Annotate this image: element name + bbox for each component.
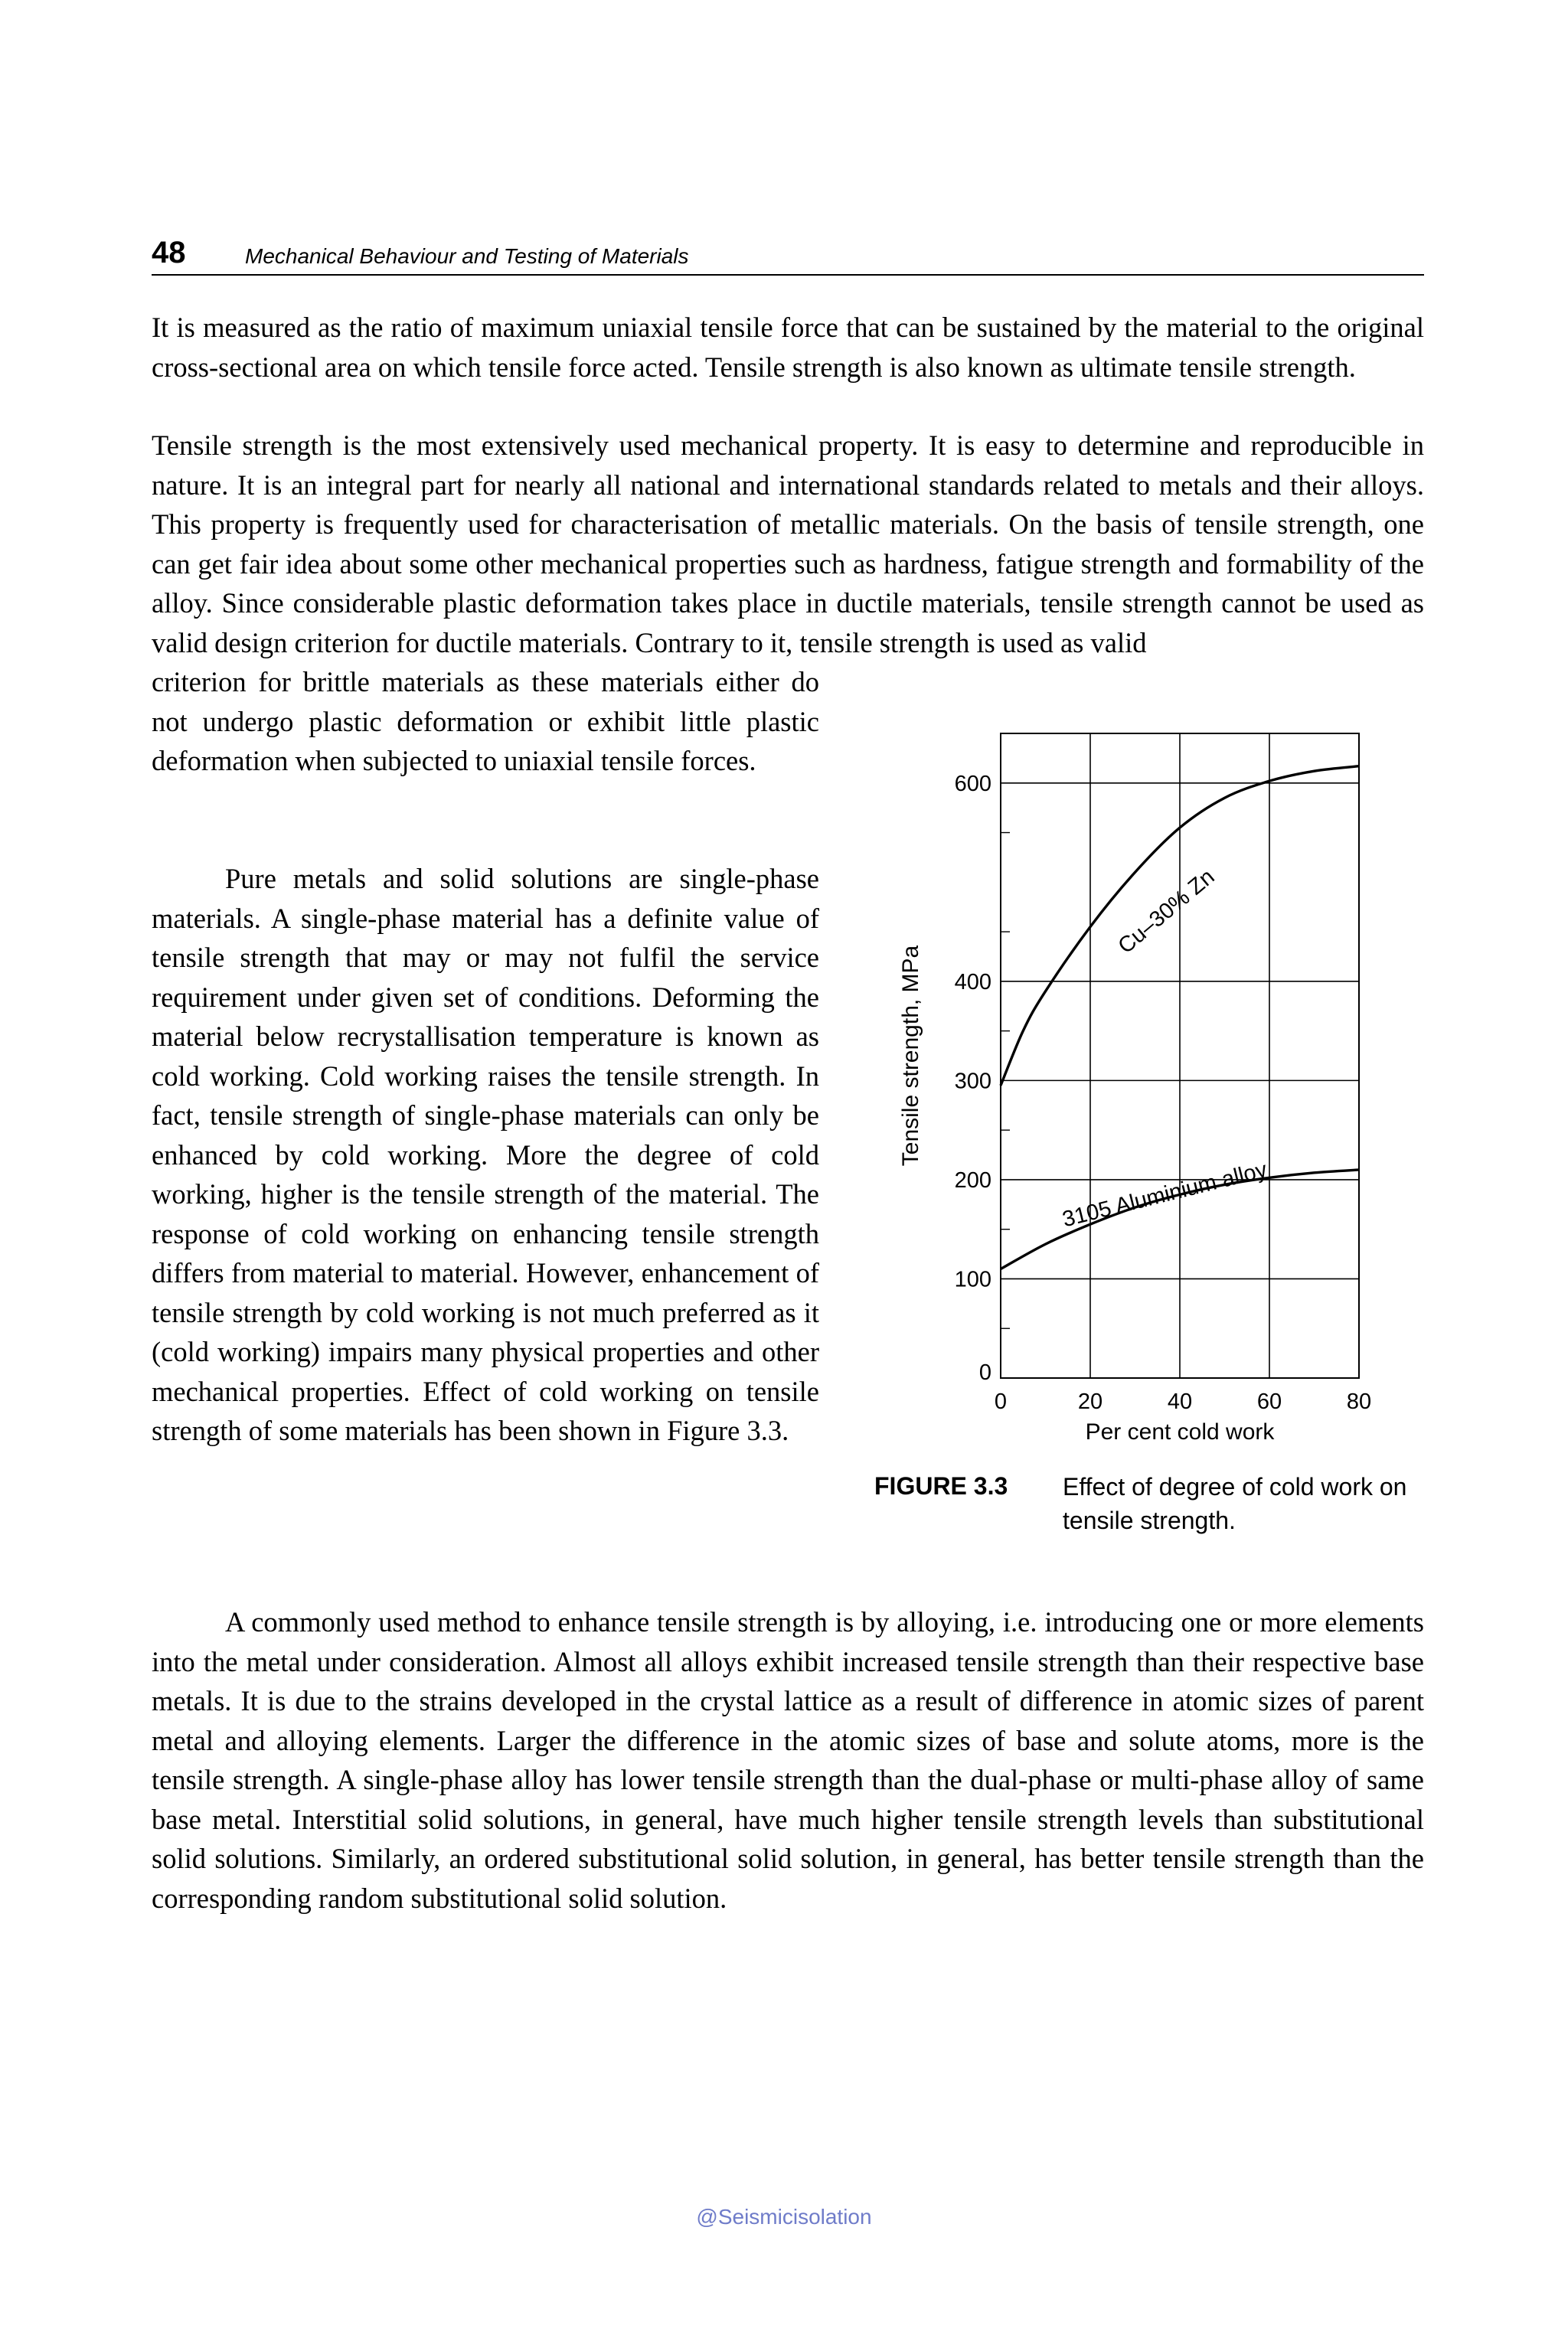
y-tick-label: 100	[954, 1267, 991, 1292]
running-title: Mechanical Behaviour and Testing of Materials	[245, 244, 689, 268]
watermark: @Seismicisolation	[696, 2205, 872, 2229]
page-header	[152, 234, 1424, 276]
paragraph-4: A commonly used method to enhance tensile strength is by alloying, i.e. introducing one or more elements into the metal under consideration. Almost all alloys exhibit increased tensile strength than their respective base metals. It is due to the strains developed in the crystal lattice as a result of difference in atomic sizes of parent metal and alloying elements. Larger the difference in the atomic sizes of base and solute atoms, more is the tensile strength. A single-phase alloy has lower tensile strength than the dual-phase or multi-phase alloy of same base metal. Interstitial solid solutions, in general, have much higher tensile strength levels than substitutional solid solutions. Similarly, an ordered substitutional solid solution, in general, has better tensile strength than the corresponding random substitutional solid solution.	[152, 1606, 1424, 1914]
x-axis-title: Per cent cold work	[1085, 1419, 1275, 1445]
x-tick-label: 60	[1256, 1390, 1282, 1414]
y-tick-label: 200	[954, 1168, 991, 1193]
page-number: 48	[152, 236, 186, 269]
figure-3-3	[865, 720, 1432, 1562]
paragraph-2-full-width: Tensile strength is the most extensively used mechanical property. It is easy to determine and reproducible in nature. It is an integral part for nearly all national and international standards related to metals and their alloys. This property is frequently used for characterisation of metallic materials. On the basis of tensile strength, one can get fair idea about some other mechanical properties such as hardness, fatigue strength and formability of the alloy. Since considerable plastic deformation takes place in ductile materials, tensile strength cannot be used as valid design criterion for ductile materials. Contrary to it, tensile strength is used as valid	[152, 429, 1424, 658]
series-label: Cu–30% Zn	[1113, 864, 1220, 959]
figure-caption: Effect of degree of cold work on tensile strength.	[1063, 1473, 1407, 1534]
x-tick-label: 80	[1346, 1390, 1372, 1414]
paragraph-2-column: criterion for brittle materials as these materials either do not undergo plastic deformation or exhibit little plastic deformation when subjected to uniaxial tensile forces.	[152, 666, 819, 776]
series-label: 3105 Aluminium alloy	[1060, 1158, 1270, 1233]
y-axis-title: Tensile strength, MPa	[898, 945, 923, 1167]
y-tick-label: 600	[954, 771, 991, 796]
paragraph-1: It is measured as the ratio of maximum uniaxial tensile force that can be sustained by the material to the original cross-sectional area on which tensile force acted. Tensile strength is also known as ultimate tensile strength.	[152, 312, 1424, 383]
y-tick-label: 400	[954, 969, 991, 994]
y-tick-label: 0	[978, 1360, 991, 1385]
paragraph-3: Pure metals and solid solutions are single-phase materials. A single-phase material has a definite value of tensile strength that may or may not fulfil the service requirement under given set of conditions. Deforming the material below recrystallisation temperature is known as cold working. Cold working raises the tensile strength. In fact, tensile strength of single-phase materials can only be enhanced by cold working. More the degree of cold working, higher is the tensile strength of the material. The response of cold working on enhancing tensile strength differs from material to material. However, enhancement of tensile strength by cold working is not much preferred as it (cold working) impairs many physical properties and other mechanical properties. Effect of cold working on tensile strength of some materials has been shown in Figure 3.3.	[152, 863, 819, 1446]
x-tick-label: 0	[994, 1390, 1008, 1414]
x-tick-label: 20	[1077, 1390, 1103, 1414]
y-tick-label: 300	[954, 1069, 991, 1094]
tensile-strength-chart	[865, 720, 1432, 1455]
figure-label: FIGURE 3.3	[874, 1472, 1008, 1500]
x-tick-label: 40	[1167, 1390, 1193, 1414]
